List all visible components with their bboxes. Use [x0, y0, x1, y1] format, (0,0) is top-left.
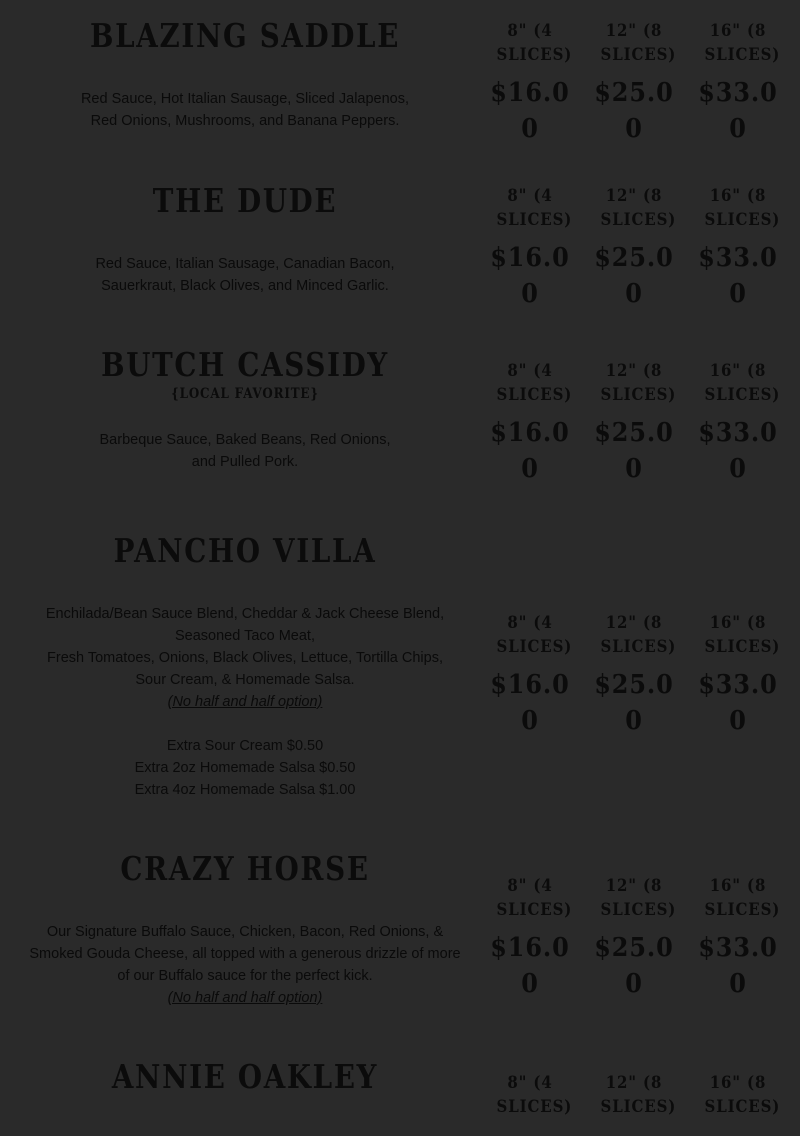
- item-description-line: Red Onions, Mushrooms, and Banana Peppers.: [90, 113, 400, 129]
- half-and-half-note: (No half and half option): [167, 694, 323, 710]
- price-value: $16.00: [490, 418, 570, 484]
- price-value: $16.00: [490, 78, 570, 144]
- extra-option: Extra Sour Cream $0.50: [166, 738, 324, 754]
- item-description-line: Enchilada/Bean Sauce Blend, Cheddar & Jack Cheese Blend,: [45, 606, 445, 622]
- size-label: 12" (8 SLICES): [600, 876, 677, 920]
- price-value: $25.00: [594, 670, 674, 736]
- price-value: $33.00: [698, 933, 778, 999]
- item-description-line: Our Signature Buffalo Sauce, Chicken, Bacon, Red Onions, &: [46, 924, 444, 940]
- price-12in: [582, 184, 686, 312]
- size-label: 16" (8 SLICES): [704, 361, 781, 405]
- price-8in: [478, 359, 582, 487]
- half-and-half-note: (No half and half option): [167, 990, 323, 1006]
- size-label: 16" (8 SLICES): [704, 876, 781, 920]
- extra-option: Extra 2oz Homemade Salsa $0.50: [134, 760, 356, 776]
- item-description-line: Red Sauce, Hot Italian Sausage, Sliced Jalapenos,: [80, 91, 410, 107]
- item-subtitle: {LOCAL FAVORITE}: [171, 386, 319, 402]
- item-description-line: Fresh Tomatoes, Onions, Black Olives, Lettuce, Tortilla Chips,: [47, 650, 443, 666]
- price-value: $33.00: [698, 243, 778, 309]
- price-16in: [686, 184, 790, 312]
- price-16in: [686, 611, 790, 739]
- size-label: 8" (4 SLICES): [496, 876, 573, 920]
- price-value: $16.00: [490, 670, 570, 736]
- item-description-line: Seasoned Taco Meat,: [175, 628, 315, 644]
- price-8in: [478, 611, 582, 739]
- item-description-line: Red Sauce, Italian Sausage, Canadian Bacon,: [95, 256, 395, 272]
- price-16in: [686, 359, 790, 487]
- extra-option: Extra 4oz Homemade Salsa $1.00: [134, 782, 356, 798]
- price-16in: [686, 19, 790, 147]
- size-label: 12" (8 SLICES): [600, 361, 677, 405]
- size-label: 8" (4 SLICES): [496, 186, 573, 230]
- price-value: $16.00: [490, 933, 570, 999]
- size-label: 12" (8 SLICES): [600, 613, 677, 657]
- price-value: $25.00: [594, 78, 674, 144]
- size-label: 8" (4 SLICES): [496, 21, 573, 65]
- price-12in: [582, 874, 686, 1002]
- item-description-line: Smoked Gouda Cheese, all topped with a generous drizzle of more: [29, 946, 461, 962]
- price-value: $33.00: [698, 78, 778, 144]
- item-description-line: and Pulled Pork.: [191, 454, 299, 470]
- size-label: 16" (8 SLICES): [704, 1073, 781, 1117]
- size-label: 16" (8 SLICES): [704, 613, 781, 657]
- item-name: PANCHO VILLA: [113, 531, 377, 570]
- price-12in: [582, 19, 686, 147]
- item-description-line: Barbeque Sauce, Baked Beans, Red Onions,: [99, 432, 391, 448]
- price-value: $33.00: [698, 418, 778, 484]
- item-name: CRAZY HORSE: [120, 849, 370, 888]
- size-label: 16" (8 SLICES): [704, 186, 781, 230]
- size-label: 8" (4 SLICES): [496, 1073, 573, 1117]
- size-label: 12" (8 SLICES): [600, 21, 677, 65]
- item-description-line: of our Buffalo sauce for the perfect kick.: [117, 968, 373, 984]
- price-16in: [686, 874, 790, 1002]
- size-label: 12" (8 SLICES): [600, 1073, 677, 1117]
- price-value: $25.00: [594, 933, 674, 999]
- size-label: 8" (4 SLICES): [496, 361, 573, 405]
- price-value: $16.00: [490, 243, 570, 309]
- price-12in: [582, 611, 686, 739]
- price-8in: [478, 184, 582, 312]
- price-8in: [478, 1071, 582, 1119]
- price-12in: [582, 1071, 686, 1119]
- size-label: 16" (8 SLICES): [704, 21, 781, 65]
- price-value: $33.00: [698, 670, 778, 736]
- price-8in: [478, 19, 582, 147]
- price-value: $25.00: [594, 243, 674, 309]
- item-name: BLAZING SADDLE: [89, 16, 401, 55]
- price-value: $25.00: [594, 418, 674, 484]
- item-name: ANNIE OAKLEY: [111, 1057, 379, 1096]
- price-8in: [478, 874, 582, 1002]
- size-label: 8" (4 SLICES): [496, 613, 573, 657]
- item-name: THE DUDE: [152, 181, 338, 220]
- price-12in: [582, 359, 686, 487]
- item-name: BUTCH CASSIDY: [101, 345, 389, 384]
- size-label: 12" (8 SLICES): [600, 186, 677, 230]
- item-description-line: Sour Cream, & Homemade Salsa.: [135, 672, 355, 688]
- item-description-line: Sauerkraut, Black Olives, and Minced Garlic.: [101, 278, 389, 294]
- price-16in: [686, 1071, 790, 1119]
